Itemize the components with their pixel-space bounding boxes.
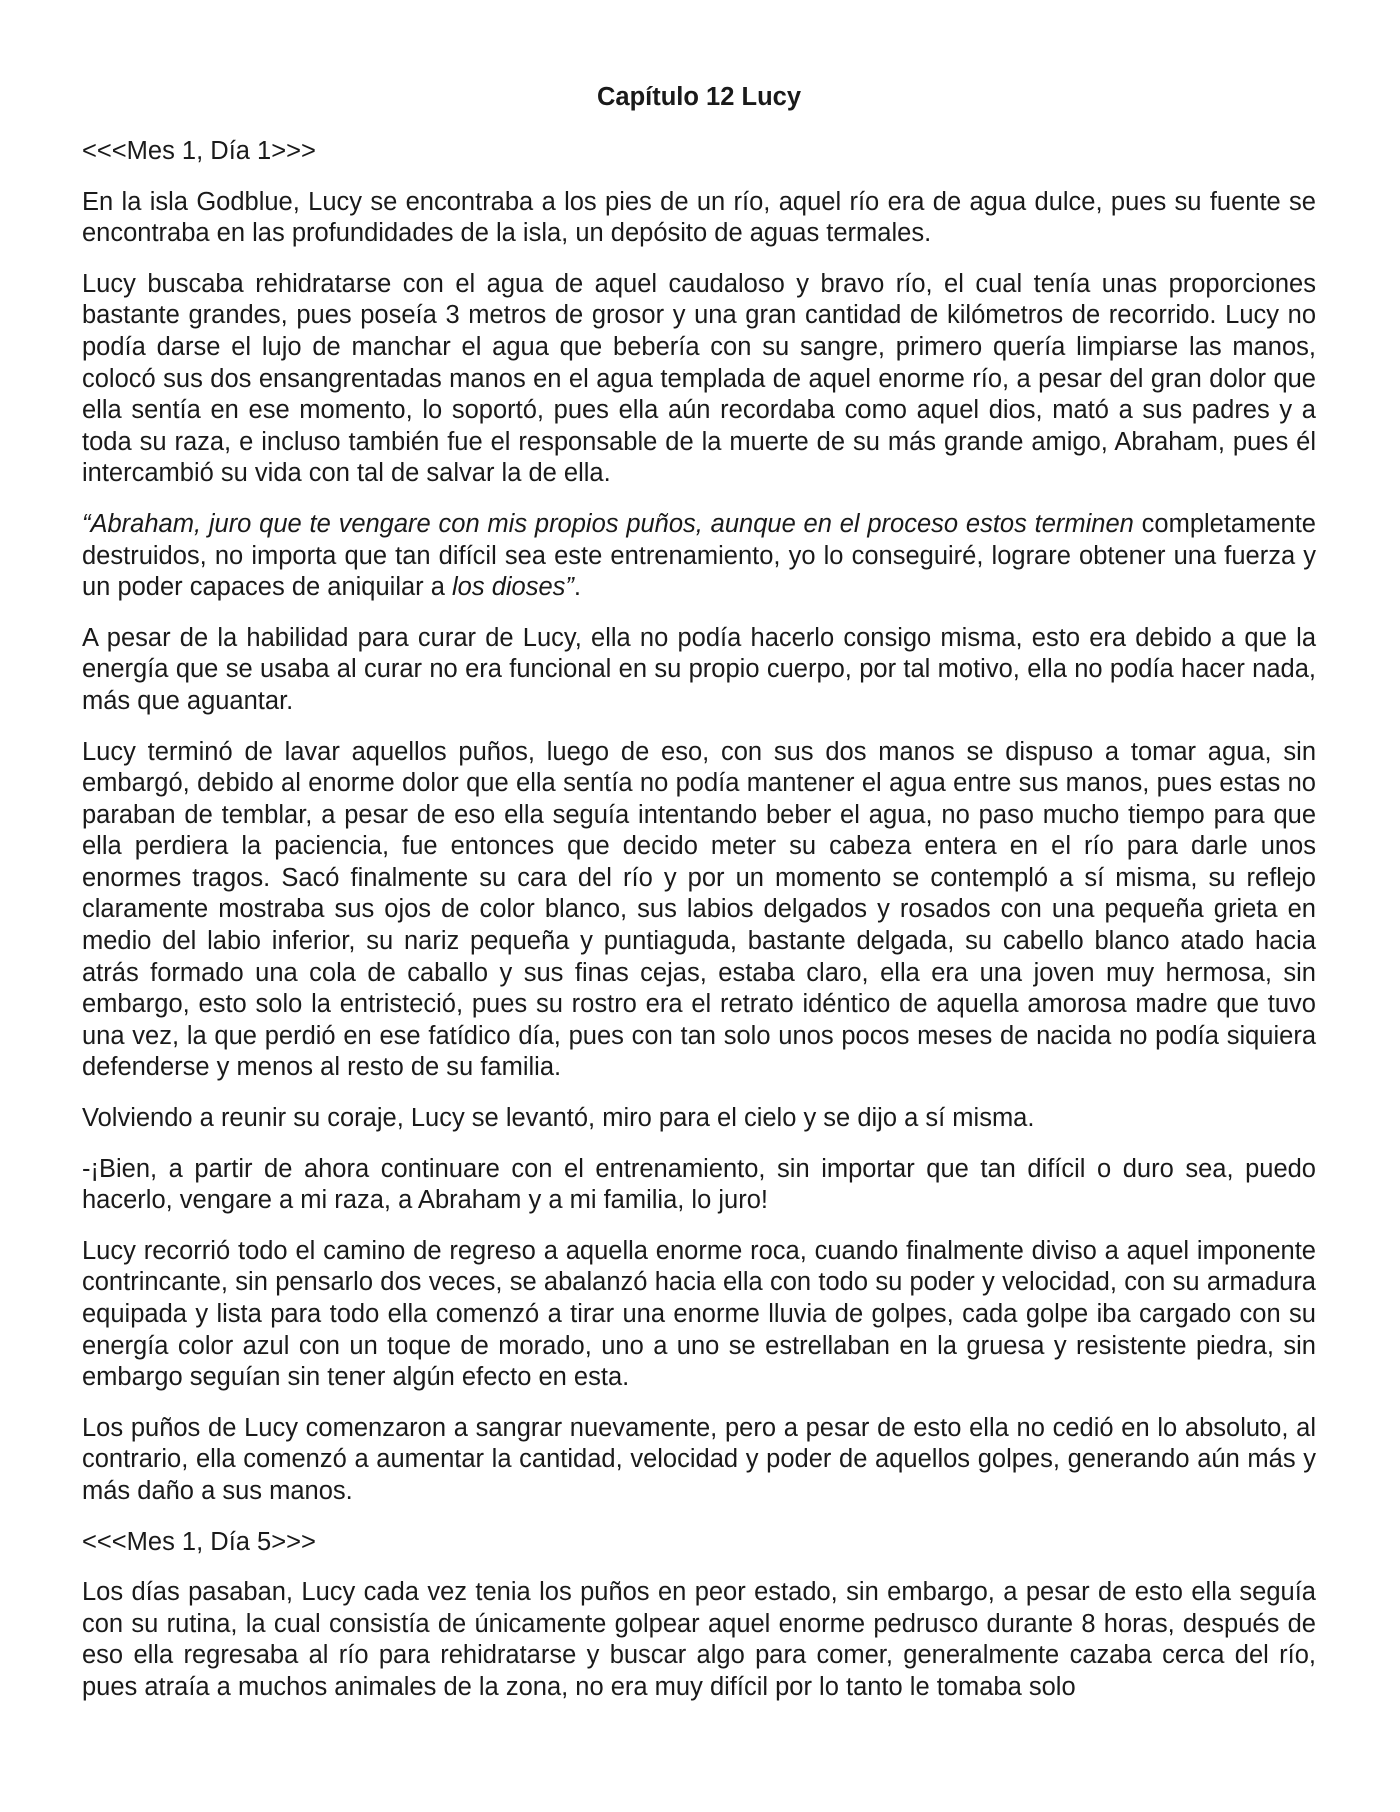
quote-italic-end: los dioses” — [452, 573, 574, 602]
quote-period: . — [573, 573, 581, 602]
paragraph-2: Lucy buscaba rehidratarse con el agua de aquel caudaloso y bravo río, el cual tenía unas proporciones bastante grandes, pues poseía 3 metros de grosor y una gran cantidad de kilómetros de recorrido. Lucy no podía darse el lujo de manchar el agua que bebería con su sangre, primero quería limpiarse las manos, colocó sus dos ensangrentadas manos en el agua templada de aquel enorme río, a pesar del gran dolor que ella sentía en ese momento, lo soportó, pues ella aún recordaba como aquel dios, mató a sus padres y a toda su raza, e incluso también fue el responsable de la muerte de su más grande amigo, Abraham, pues él intercambió su vida con tal de salvar la de ella. — [82, 269, 1316, 488]
paragraph-1: En la isla Godblue, Lucy se encontraba a los pies de un río, aquel río era de agua dulce, pues su fuente se encontraba en las profundidades de la isla, un depósito de aguas termales. — [82, 187, 1316, 248]
chapter-title: Capítulo 12 Lucy — [596, 83, 802, 111]
paragraph-6: Volviendo a reunir su coraje, Lucy se levantó, miro para el cielo y se dijo a sí misma. — [82, 1104, 1035, 1133]
quote-regular: completamente destruidos, no importa que tan difícil sea este entrenamiento, yo lo conseguiré, lograre obtener una fuerza y un poder capaces de aniquilar a — [82, 509, 1316, 602]
paragraph-3-quote — [82, 509, 1316, 604]
paragraph-10: Los días pasaban, Lucy cada vez tenia los puños en peor estado, sin embargo, a pesar de esto ella seguía con su rutina, la cual consistía de únicamente golpear aquel enorme pedrusco durante 8 horas, después de eso ella regresaba al río para rehidratarse y buscar algo para comer, generalmente cazaba cerca del río, pues atraía a muchos animales de la zona, no era muy difícil por lo tanto le tomaba solo — [82, 1578, 1316, 1701]
paragraph-7-dialogue: -¡Bien, a partir de ahora continuare con el entrenamiento, sin importar que tan difícil o duro sea, puedo hacerlo, vengare a mi raza, a Abraham y a mi familia, lo juro! — [82, 1154, 1316, 1215]
paragraph-5: Lucy terminó de lavar aquellos puños, luego de eso, con sus dos manos se dispuso a tomar agua, sin embargó, debido al enorme dolor que ella sentía no podía mantener el agua entre sus manos, pues estas no paraban de temblar, a pesar de eso ella seguía intentando beber el agua, no paso mucho tiempo para que ella perdiera la paciencia, fue entonces que decido meter su cabeza entera en el río para darle unos enormes tragos. Sacó finalmente su cara del río y por un momento se contempló a sí misma, su reflejo claramente mostraba sus ojos de color blanco, sus labios delgados y rosados con una pequeña grieta en medio del labio inferior, su nariz pequeña y puntiaguda, bastante delgada, su cabello blanco atado hacia atrás formado una cola de caballo y sus finas cejas, estaba claro, ella era una joven muy hermosa, sin embargo, esto solo la entristeció, pues su rostro era el retrato idéntico de aquella amorosa madre que tuvo una vez, la que perdió en ese fatídico día, pues con tan solo unos pocos meses de nacida no podía siquiera defenderse y menos al resto de su familia. — [82, 737, 1316, 1082]
quote-italic-start: “Abraham, juro que te vengare con mis propios puños, aunque en el proceso estos terminen — [82, 509, 1134, 538]
paragraph-8: Lucy recorrió todo el camino de regreso a aquella enorme roca, cuando finalmente diviso a aquel imponente contrincante, sin pensarlo dos veces, se abalanzó hacia ella con todo su poder y velocidad, con su armadura equipada y lista para todo ella comenzó a tirar una enorme lluvia de golpes, cada golpe iba cargado con su energía color azul con un toque de morado, uno a uno se estrellaban en la gruesa y resistente piedra, sin embargo seguían sin tener algún efecto en esta. — [82, 1236, 1316, 1392]
date-marker-2: <<<Mes 1, Día 5>>> — [82, 1527, 316, 1556]
paragraph-9: Los puños de Lucy comenzaron a sangrar nuevamente, pero a pesar de esto ella no cedió en lo absoluto, al contrario, ella comenzó a aumentar la cantidad, velocidad y poder de aquellos golpes, generando aún más y más daño a sus manos. — [82, 1413, 1316, 1505]
date-marker-1: <<<Mes 1, Día 1>>> — [82, 137, 316, 165]
paragraph-4: A pesar de la habilidad para curar de Lucy, ella no podía hacerlo consigo misma, esto era debido a que la energía que se usaba al curar no era funcional en su propio cuerpo, por tal motivo, ella no podía hacer nada, más que aguantar. — [82, 623, 1316, 715]
